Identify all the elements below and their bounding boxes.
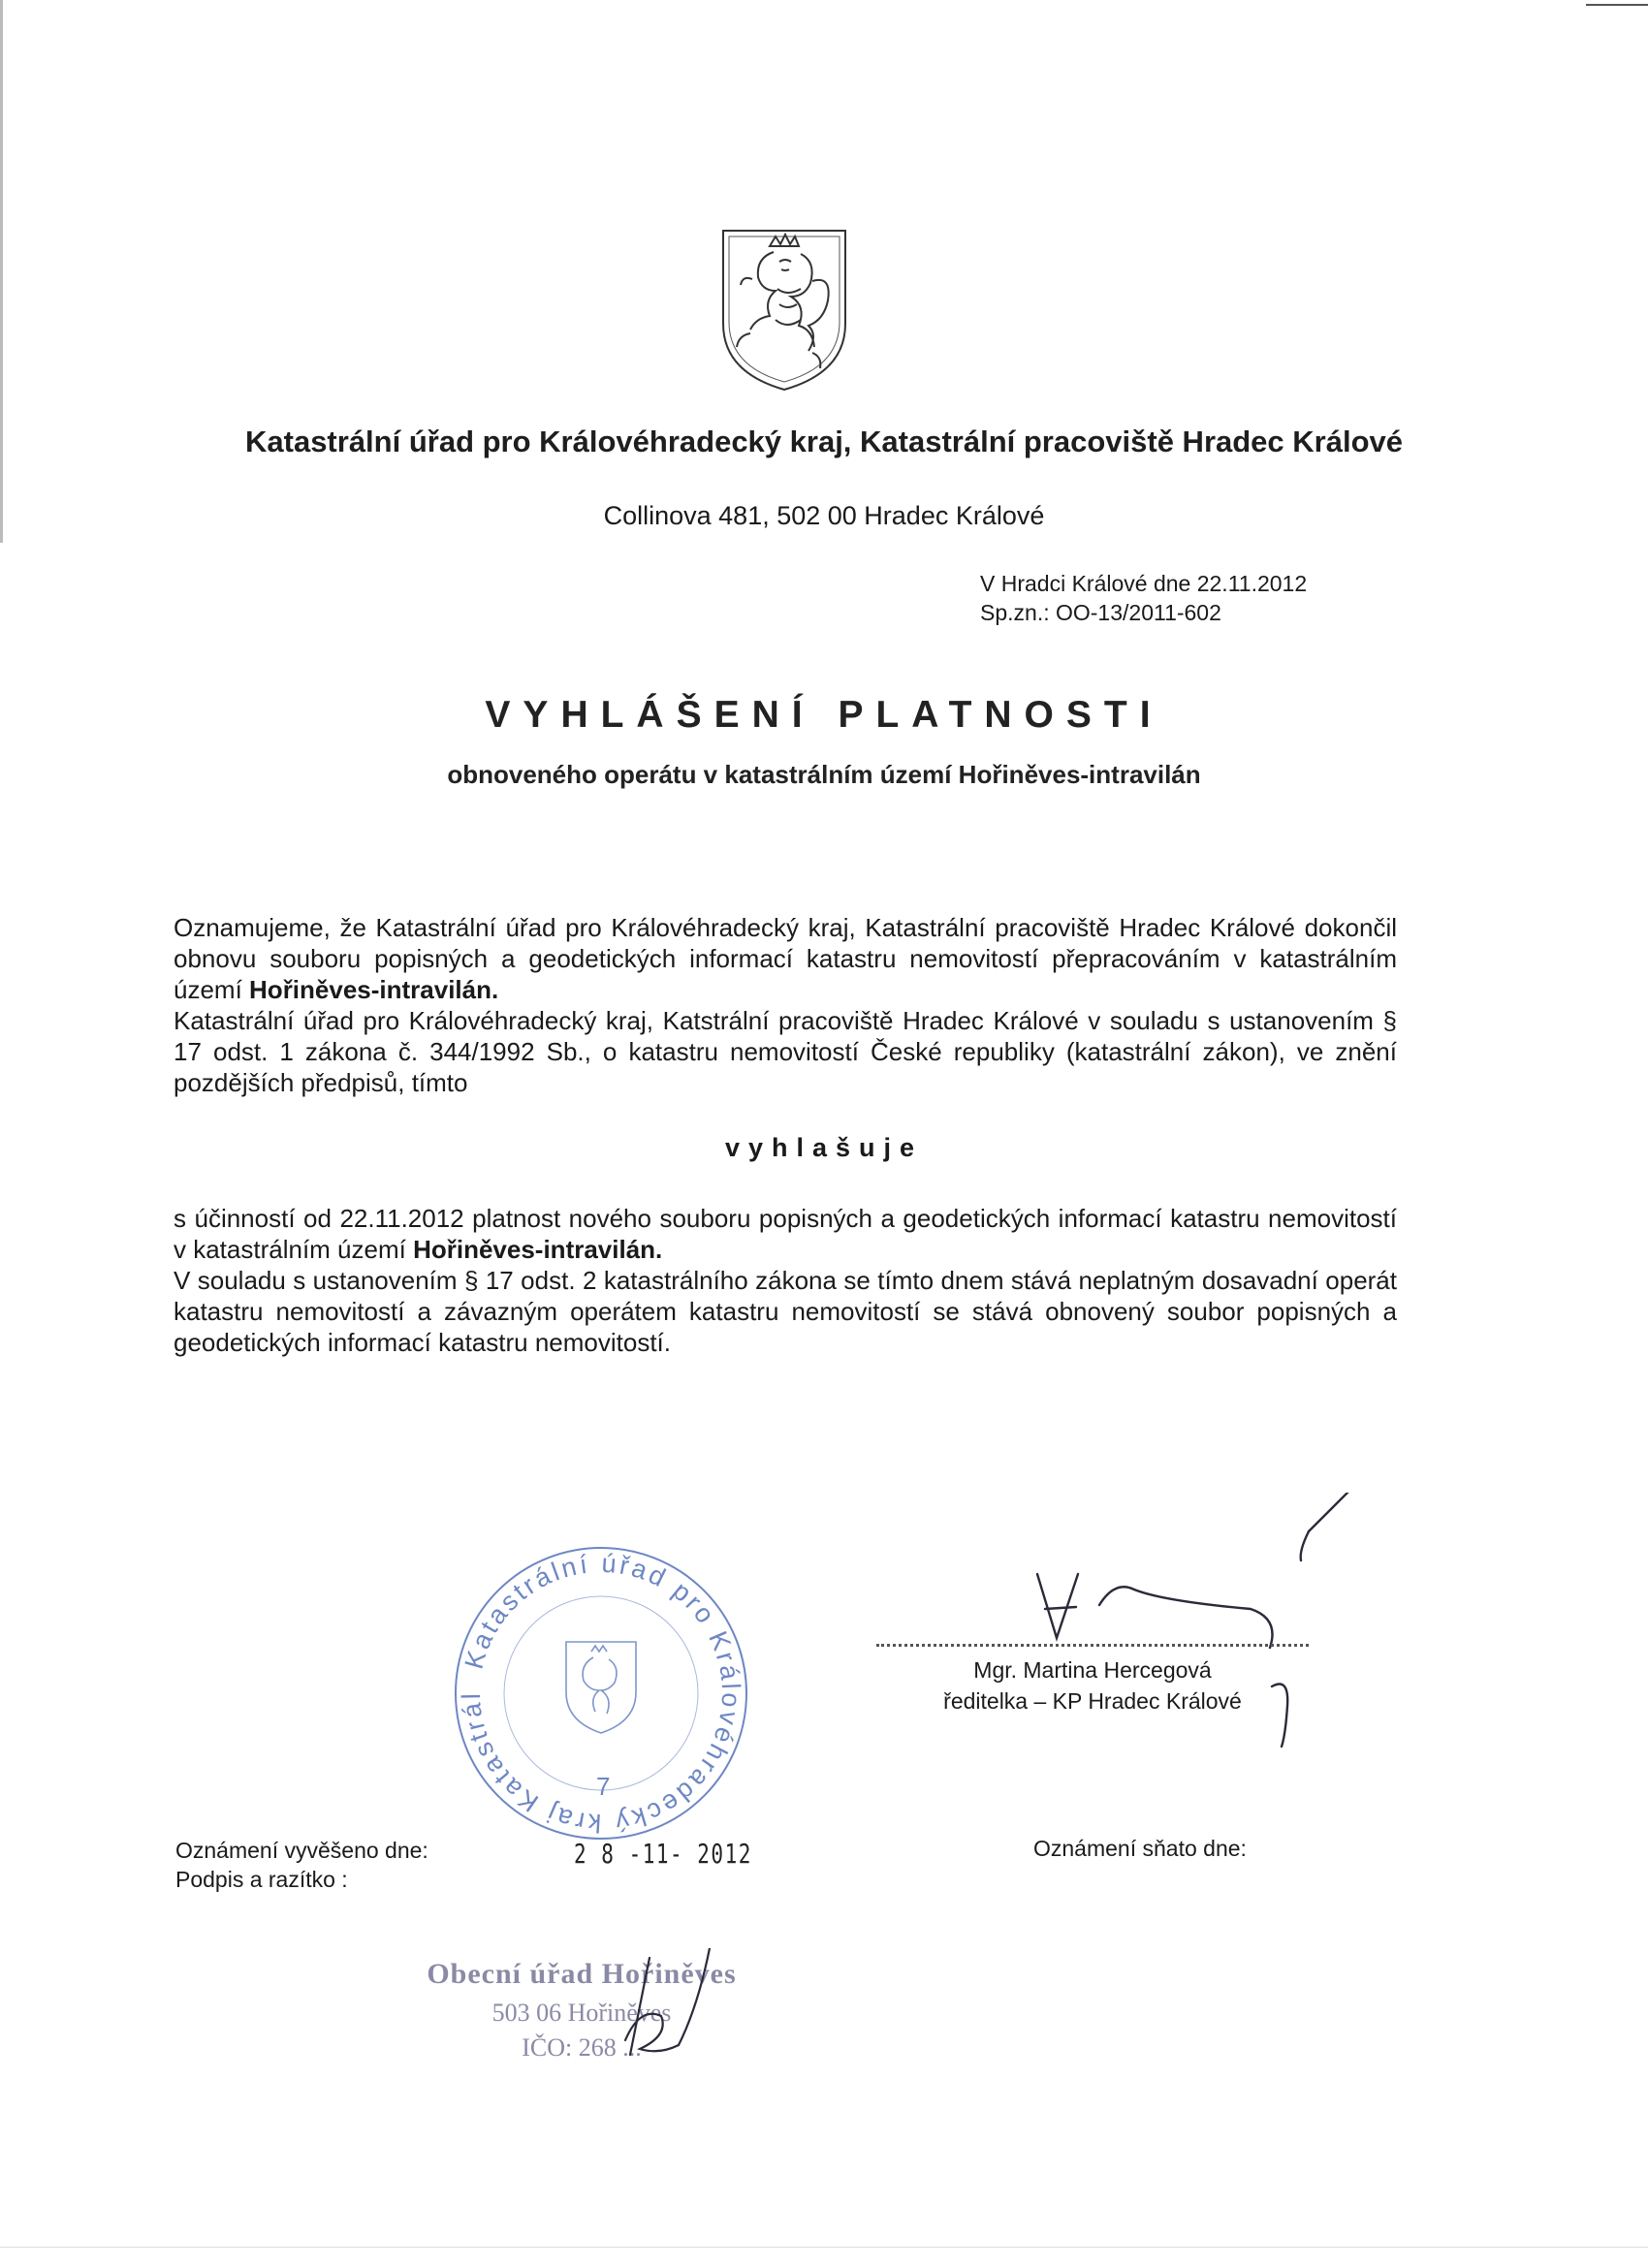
document-subtitle: obnoveného operátu v katastrálním území Hořiněves-intravilán: [447, 760, 1201, 789]
announcement-paragraph: [174, 912, 1397, 1098]
svg-text:Katastrální úřad pro Královéhr: [441, 1533, 745, 1838]
scan-left-edge: [0, 0, 3, 543]
scan-corner-mark: [1586, 4, 1648, 6]
announcement-text: Oznamujeme, že Katastrální úřad pro Královéhradecký kraj, Katastrální pracoviště Hradec Králové dokončil obnovu souboru popisných a geodetických informací katastru nemovitostí přepracováním v katastrálním území: [174, 913, 1397, 1004]
signatory-block: [876, 1654, 1309, 1717]
legal-basis-text: Katastrální úřad pro Královéhradecký kraj, Katstrální pracoviště Hradec Králové v souladu s ustanovením § 17 odst. 1 zákona č. 344/1992 Sb., o katastru nemovitostí České republiky (katastrální zákon), ve znění pozdějších předpisů, tímto: [174, 1006, 1397, 1097]
municipal-stamp-line-2: 503 06 Hořiněves: [491, 1999, 672, 2027]
scan-bottom-edge: [0, 2247, 1648, 2248]
round-stamp-text: Katastrální úřad pro Královéhradecký kraj Katastrál: [456, 1548, 746, 1839]
posting-block: [175, 1836, 428, 1894]
sign-stamp-label: Podpis a razítko :: [175, 1867, 348, 1892]
czech-lion-coat-of-arms-icon: [719, 227, 849, 394]
posted-date-stamp: 2 8 -11- 2012: [574, 1838, 752, 1870]
cadastral-area-name: Hořiněves-intravilán.: [249, 975, 499, 1004]
removed-label: Oznámení sňato dne:: [1033, 1836, 1247, 1861]
signatory-name: Mgr. Martina Hercegová: [973, 1657, 1212, 1683]
file-reference: Sp.zn.: OO-13/2011-602: [980, 600, 1221, 625]
reference-block: [980, 569, 1307, 627]
stamp-number: 7: [596, 1772, 611, 1801]
declaration-word: vyhlašuje: [724, 1133, 924, 1162]
validity-text: s účinností od 22.11.2012 platnost nového souboru popisných a geodetických informací katastru nemovitostí v katastrálním území: [174, 1204, 1397, 1264]
place-date: V Hradci Králové dne 22.11.2012: [980, 571, 1308, 596]
signature-line: [876, 1644, 1309, 1647]
office-name: Katastrální úřad pro Královéhradecký kraj, Katastrální pracoviště Hradec Králové: [245, 425, 1403, 458]
validity-paragraph: [174, 1203, 1397, 1358]
posted-label: Oznámení vyvěšeno dne:: [175, 1838, 428, 1863]
signatory-role: ředitelka – KP Hradec Králové: [943, 1688, 1242, 1714]
round-official-stamp: [441, 1533, 761, 1853]
municipal-stamp-line-1: Obecní úřad Hořiněves: [427, 1958, 737, 1990]
municipal-stamp-line-3: IČO: 268 ...: [522, 2033, 642, 2062]
document-title: VYHLÁŠENÍ PLATNOSTI: [485, 694, 1163, 736]
municipal-stamp: [407, 1948, 756, 2074]
cadastral-area-name-2: Hořiněves-intravilán.: [413, 1235, 663, 1264]
invalidity-text: V souladu s ustanovením § 17 odst. 2 katastrálního zákona se tímto dnem stává neplatným dosavadní operát katastru nemovitostí a závazným operátem katastru nemovitostí se stává obnovený soubor popisných a geodetických informací katastru nemovitostí.: [174, 1266, 1397, 1357]
office-address: Collinova 481, 502 00 Hradec Králové: [603, 501, 1045, 530]
